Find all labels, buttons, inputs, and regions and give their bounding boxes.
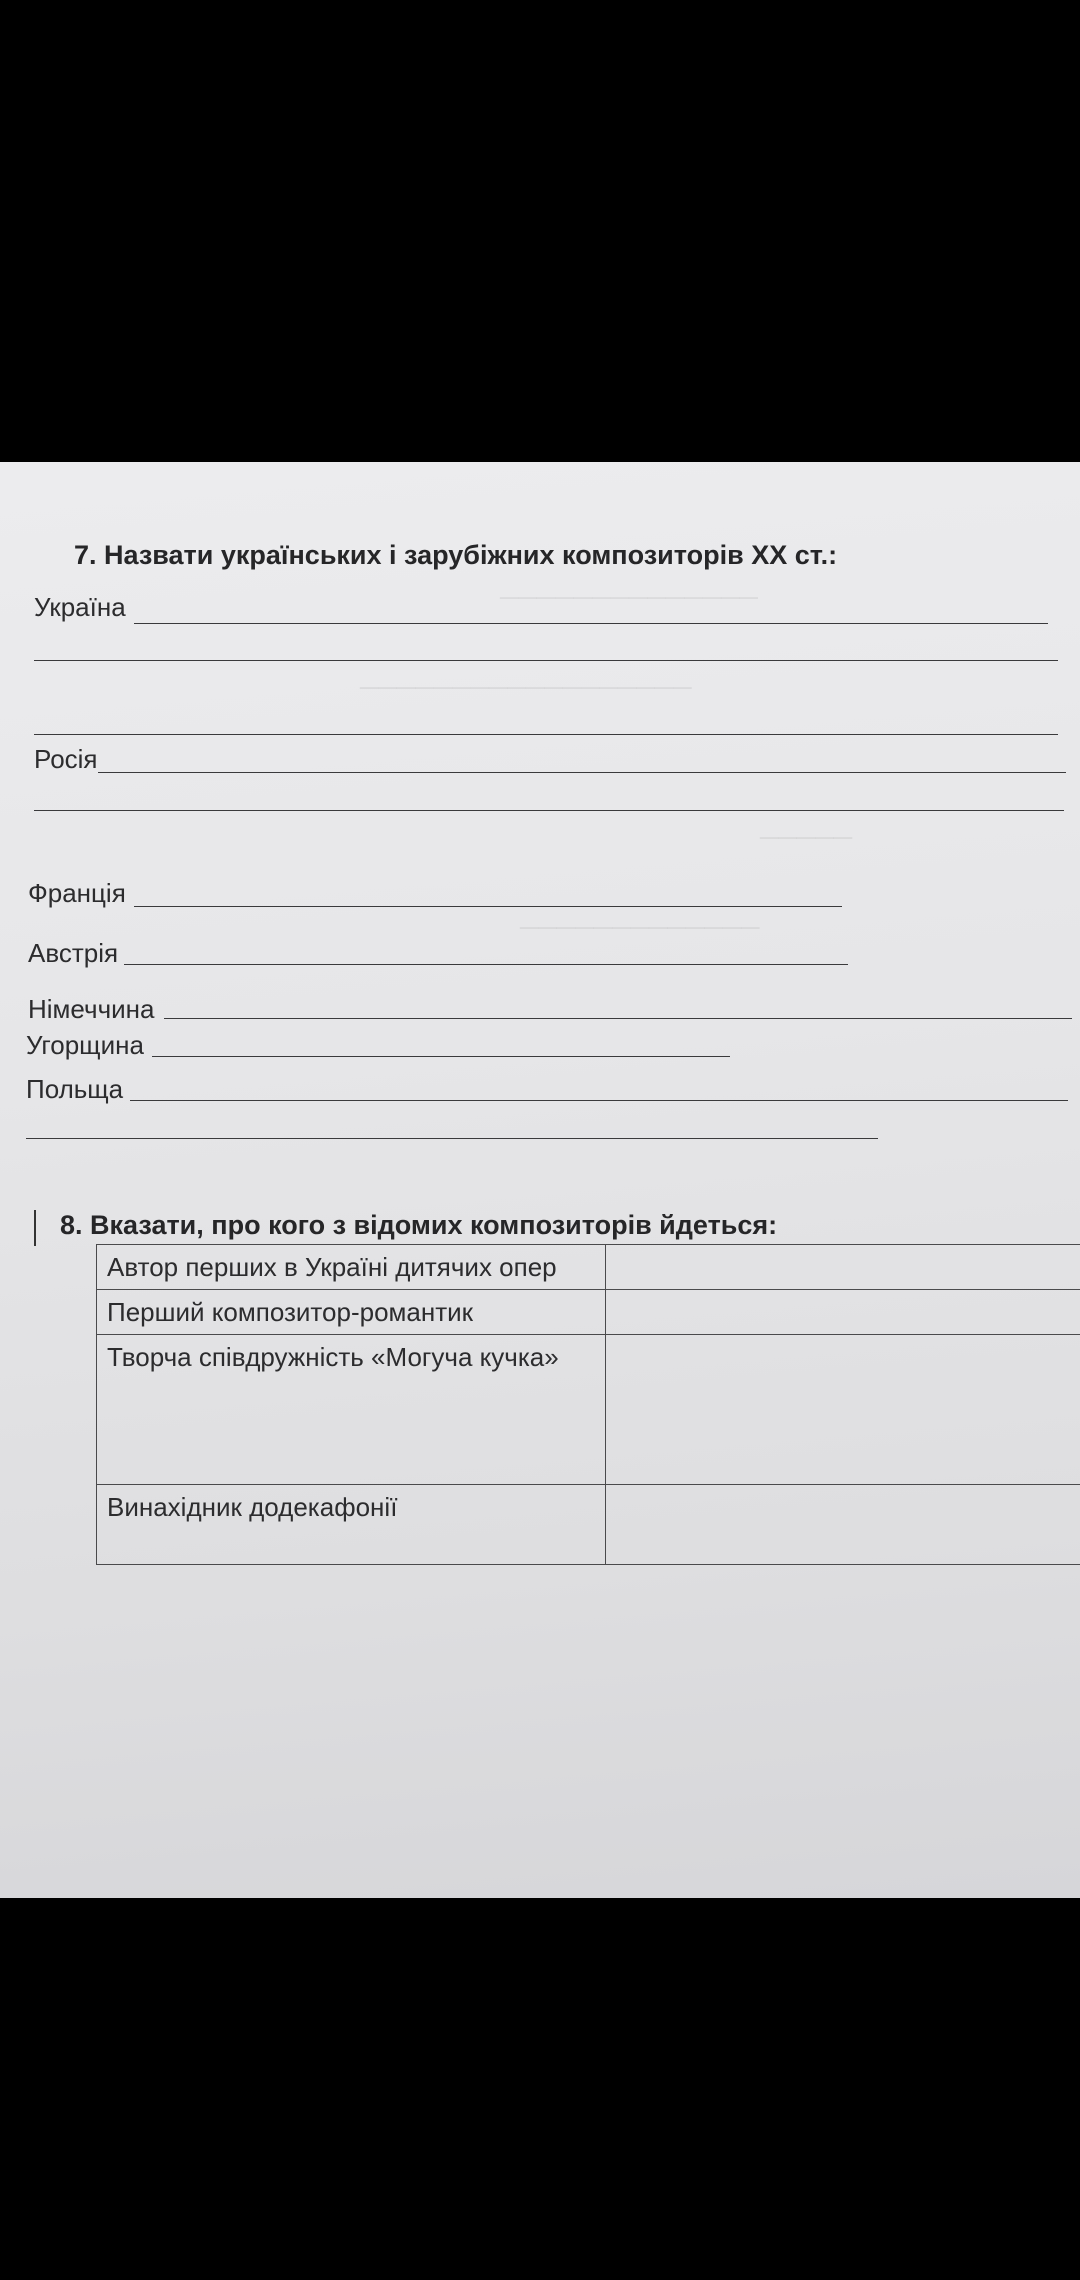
country-label-russia: Росія [34,744,98,774]
answer-cell[interactable] [606,1290,1080,1335]
reverse-side-bleed-through: ───── [760,822,853,852]
table-row [97,1290,1080,1335]
row-label: Автор перших в Україні дитячих опер [97,1245,606,1290]
question-7-title: 7. Назвати українських і зарубіжних композиторів ХХ ст.: [74,540,838,570]
answer-line [26,1138,878,1139]
composer-table [96,1244,1080,1565]
question-8-title: 8. Вказати, про кого з відомих композиторів йдеться: [60,1210,778,1240]
table-row [97,1245,1080,1290]
answer-line [130,1100,1068,1101]
country-label-hungary: Угорщина [26,1030,144,1060]
answer-line [34,734,1058,735]
row-label: Перший композитор-романтик [97,1290,606,1335]
answer-cell[interactable] [606,1485,1080,1565]
table-row [97,1485,1080,1565]
answer-line [134,623,1048,624]
row-label: Творча співдружність «Могуча кучка» [97,1335,606,1485]
answer-line [34,660,1058,661]
answer-line [34,810,1064,811]
answer-line [134,906,842,907]
answer-line [164,1018,1072,1019]
answer-cell[interactable] [606,1245,1080,1290]
table-row [97,1335,1080,1485]
answer-line [152,1056,730,1057]
margin-mark [34,1210,36,1246]
answer-line [124,964,848,965]
answer-line [98,772,1066,773]
reverse-side-bleed-through: ────────────────── [360,672,692,702]
country-label-poland: Польща [26,1074,124,1104]
reverse-side-bleed-through: ────────────── [500,582,758,612]
country-label-austria: Австрія [28,938,119,968]
reverse-side-bleed-through: ───────────── [520,912,760,942]
row-label: Винахідник додекафонії [97,1485,606,1565]
country-label-ukraine: Україна [34,592,126,622]
worksheet-page [0,462,1080,1898]
country-label-germany: Німеччина [28,994,155,1024]
answer-cell[interactable] [606,1335,1080,1485]
country-label-france: Франція [28,878,126,908]
